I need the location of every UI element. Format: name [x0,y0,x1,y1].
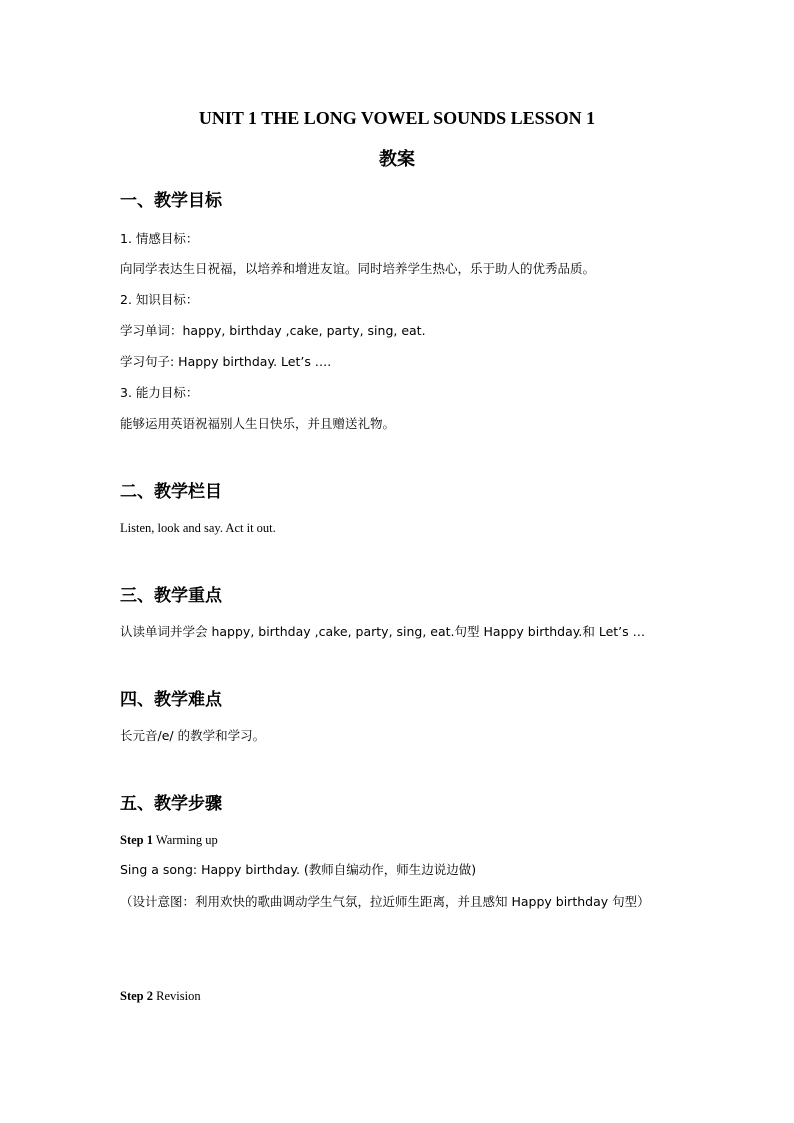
objective-3-label: 3. 能力目标： [120,385,199,400]
objective-1-text: 向同学表达生日祝福，以培养和增进友谊。同时培养学生热心，乐于助人的优秀品质。 [120,261,596,276]
section-heading-columns: 二、教学栏目 [120,482,222,502]
step-1-title: Warming up [153,833,218,847]
section-heading-difficulties: 四、教学难点 [120,690,222,710]
columns-text: Listen, look and say. Act it out. [120,521,276,535]
step-2-heading [120,986,201,1006]
section-heading-steps: 五、教学步骤 [120,794,222,814]
step-1-label: Step 1 [120,833,153,847]
section-heading-key-points: 三、教学重点 [120,586,222,606]
objective-3-text: 能够运用英语祝福别人生日快乐，并且赠送礼物。 [120,416,396,431]
objective-2-sentences: 学习句子: Happy birthday. Let’s …. [120,354,332,369]
objective-2-label: 2. 知识目标： [120,292,199,307]
step-1-text: Sing a song: Happy birthday. (教师自编动作，师生边说边做) [120,862,477,877]
difficulties-text: 长元音/e/ 的教学和学习。 [120,728,266,743]
step-2-label: Step 2 [120,989,153,1003]
document-subtitle: 教案 [379,149,415,170]
objective-2-words: 学习单词：happy, birthday ,cake, party, sing, eat. [120,323,426,338]
step-1-heading [120,830,218,850]
section-heading-objectives: 一、教学目标 [120,191,222,211]
key-points-text: 认读单词并学会 happy, birthday ,cake, party, sing, eat.句型 Happy birthday.和 Let’s … [120,624,646,639]
step-1-design-note: （设计意图：利用欢快的歌曲调动学生气氛，拉近师生距离，并且感知 Happy birthday 句型） [120,894,650,909]
objective-1-label: 1. 情感目标： [120,231,199,246]
document-title: UNIT 1 THE LONG VOWEL SOUNDS LESSON 1 [198,108,596,128]
step-2-title: Revision [153,989,201,1003]
